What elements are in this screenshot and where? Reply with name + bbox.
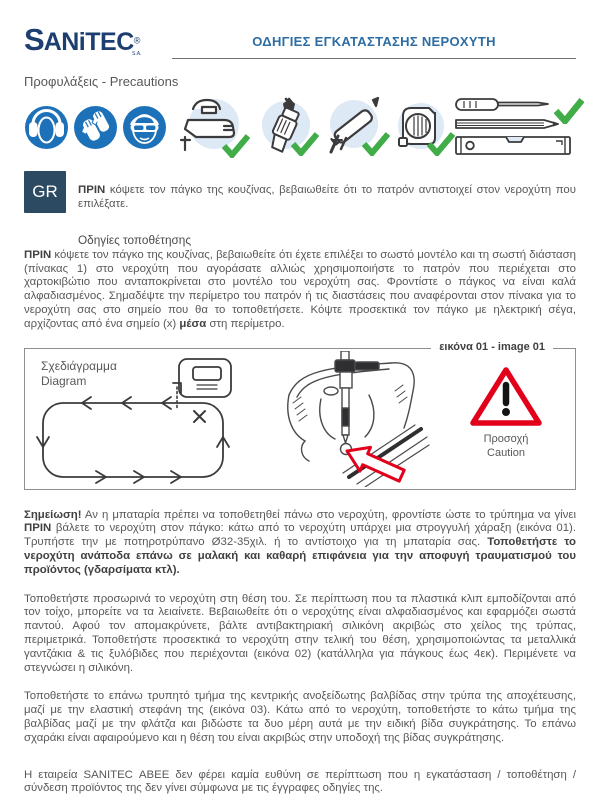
logo-sa-suffix: S.A. bbox=[132, 51, 142, 57]
language-note-row bbox=[24, 171, 576, 223]
tape-measure-approved bbox=[391, 96, 449, 158]
check-icon bbox=[362, 132, 390, 156]
hand-tools-approved bbox=[454, 96, 576, 158]
face-protection-icon bbox=[122, 105, 167, 150]
precaution-icons-row bbox=[24, 95, 576, 159]
paragraph-text: στη περίμετρο. bbox=[206, 317, 285, 330]
paragraph-text: Αν η μπαταρία πρέπει να τοποθετηθεί πάνω στο νεροχύτη, φροντίστε ώστε το τρύπημα να γίνει bbox=[81, 508, 576, 521]
drill-approved bbox=[253, 96, 315, 158]
placement-paragraph: Τοποθετήστε προσωρινά το νεροχύτη στη θέση του. Σε περίπτωση που τα πλαστικά κλιπ εμποδίζονται από τον τοίχο, μπορείτε να τα λειαίνετε. Βεβαιωθείτε ότι ο νεροχύτης είναι αλφαδιασμένος και εφαρμόζει σωστά παντού. Αφού τον απομακρύνετε, βάλτε αντιβακτηριακή σιλικόνη ακριβώς στο χείλος της τρύπας, περιμετρικά. Τοποθετήστε προσεκτικά το νεροχύτη στην τελική του θέση, χρησιμοποιώντας τα μεταλλικά γαντζάκια & τις ξυλόβιδες που περιέχονται (εικόνα 02) (κατάλληλα για πάγκους έως 4εκ). Περιμένετε να στεγνώσει η σιλικόνη. bbox=[24, 592, 576, 674]
instructions-heading: Οδηγίες τοποθέτησης bbox=[78, 232, 192, 247]
page-title: ΟΔΗΓΙΕΣ ΕΓΚΑΤΑΣΤΑΣΗΣ ΝΕΡΟΧΥΤΗ bbox=[252, 34, 496, 49]
gr-note-body: κόψετε τον πάγκο της κουζίνας, βεβαιωθείτε ότι το πατρόν αντιστοιχεί στον νεροχύτη που επιλέξατε. bbox=[78, 184, 576, 211]
bold-note: Σημείωση! bbox=[24, 508, 82, 521]
protective-gloves-icon bbox=[73, 105, 118, 150]
bold-prin: ΠΡΙΝ bbox=[24, 248, 52, 261]
diagram-caption-gr: Σχεδιάγραμμα bbox=[41, 358, 117, 373]
disclaimer: Η εταιρεία SANITEC ΑΒΕΕ δεν φέρει καμία ευθύνη σε περίπτωση που η εγκατάσταση / τοποθέτηση / σύνδεση προϊόντος της δεν γίνει σύμφωνα με τις έγγραφες οδηγίες της. bbox=[24, 768, 576, 795]
bold-warning: Τοποθετήστε το νεροχύτη ανάποδα επάνω σε μαλακή και καθαρή επιφάνεια για την αποφυγή τραυματισμού του προϊόντος (γδαρσίματα κτλ). bbox=[24, 536, 577, 576]
bold-prin: ΠΡΙΝ bbox=[24, 522, 52, 535]
check-icon bbox=[222, 134, 250, 158]
ear-protection-icon bbox=[24, 105, 69, 150]
caution-block bbox=[433, 363, 579, 460]
bold-prin: ΠΡΙΝ bbox=[78, 184, 106, 197]
caution-caption-gr: Προσοχή bbox=[483, 432, 529, 445]
registered-mark: ® bbox=[133, 35, 141, 46]
check-icon bbox=[291, 132, 319, 156]
header-divider bbox=[172, 58, 576, 59]
red-arrow bbox=[347, 447, 404, 481]
ppe-icon-group bbox=[24, 105, 167, 150]
caution-caption-en: Caution bbox=[487, 446, 525, 459]
caulk-gun-approved bbox=[320, 96, 386, 158]
jigsaw-approved bbox=[172, 96, 248, 158]
precautions-heading: Προφυλάξεις - Precautions bbox=[24, 74, 179, 89]
figure-01 bbox=[24, 340, 576, 490]
paragraph-text: βάλετε το νεροχύτη στον πάγκο: κάτω από το νεροχύτη υπάρχει μια στρογγυλή χάραξη (εικόνα 01). Τρυπήστε την με ποτηροτρύπανο Ø32-35χιλ. ή το αντίστοιχο για τη μπαταρία σας. bbox=[24, 522, 576, 549]
logo-letter: S bbox=[24, 22, 44, 57]
check-icon bbox=[554, 98, 584, 124]
page-header bbox=[24, 24, 576, 59]
bold-mesa: μέσα bbox=[179, 317, 207, 330]
diagram-caption-en: Diagram bbox=[41, 373, 87, 388]
note-paragraph bbox=[24, 509, 576, 578]
gr-note-text bbox=[78, 182, 576, 211]
sink-drilling-illustration bbox=[263, 351, 431, 487]
header-title-block bbox=[172, 24, 576, 59]
language-badge: GR bbox=[24, 171, 66, 213]
sanitec-logo bbox=[24, 24, 172, 55]
warning-triangle-icon bbox=[468, 363, 544, 429]
caution-caption bbox=[433, 432, 579, 460]
figure-label: εικόνα 01 - image 01 bbox=[431, 341, 553, 353]
instructions-paragraph bbox=[24, 249, 576, 332]
paragraph-text: κόψετε τον πάγκο της κουζίνας, βεβαιωθείτε ότι έχετε επιλέξει το σωστό μοντέλο και τη σωστή διάσταση (πίνακας 1) στο νεροχύτη που αγοράσατε αλλιώς χρησιμοποιήστε το πατρόν που περιέχεται στο χαρτοκιβώτιο που ανταποκρίνεται στο μοντέλο του νεροχύτη σας. Φροντίστε ο πάγκος να είναι καλά αλφαδιασμένος. Σημαδέψτε την περίμετρο του πατρόν ή τις διαστάσεις που αναφέρονται στον πίνακα για το νεροχύτη σας στο σημείο που θα το τοποθετήσετε. Κόψτε προσεκτικά τον πάγκο με ηλεκτρική σέγα, αρχίζοντας από ένα σημείο (x) bbox=[24, 248, 576, 330]
cutting-path-diagram bbox=[31, 357, 245, 485]
valve-paragraph: Τοποθετήστε το επάνω τρυπητό τμήμα της κεντρικής ανοξείδωτης βαλβίδας στην τρύπα της αποχέτευσης, μαζί με την ελαστική στεφάνη της (εικόνα 03). Κάτω από το νεροχύτη, τοποθετήστε το κάτω τμήμα της βαλβίδας μαζί με την φλάτζα και βιδώστε τα δυο μέρη αυτά με την ειδική βίδα συγκράτησης. Το επάνω σχαράκι είναι αφαιρούμενο και η θέση του είναι ακριβώς στην υποδοχή της βίδας συγκράτησης. bbox=[24, 690, 576, 744]
check-icon bbox=[427, 132, 455, 156]
logo-word: ANiTEC bbox=[43, 28, 134, 56]
